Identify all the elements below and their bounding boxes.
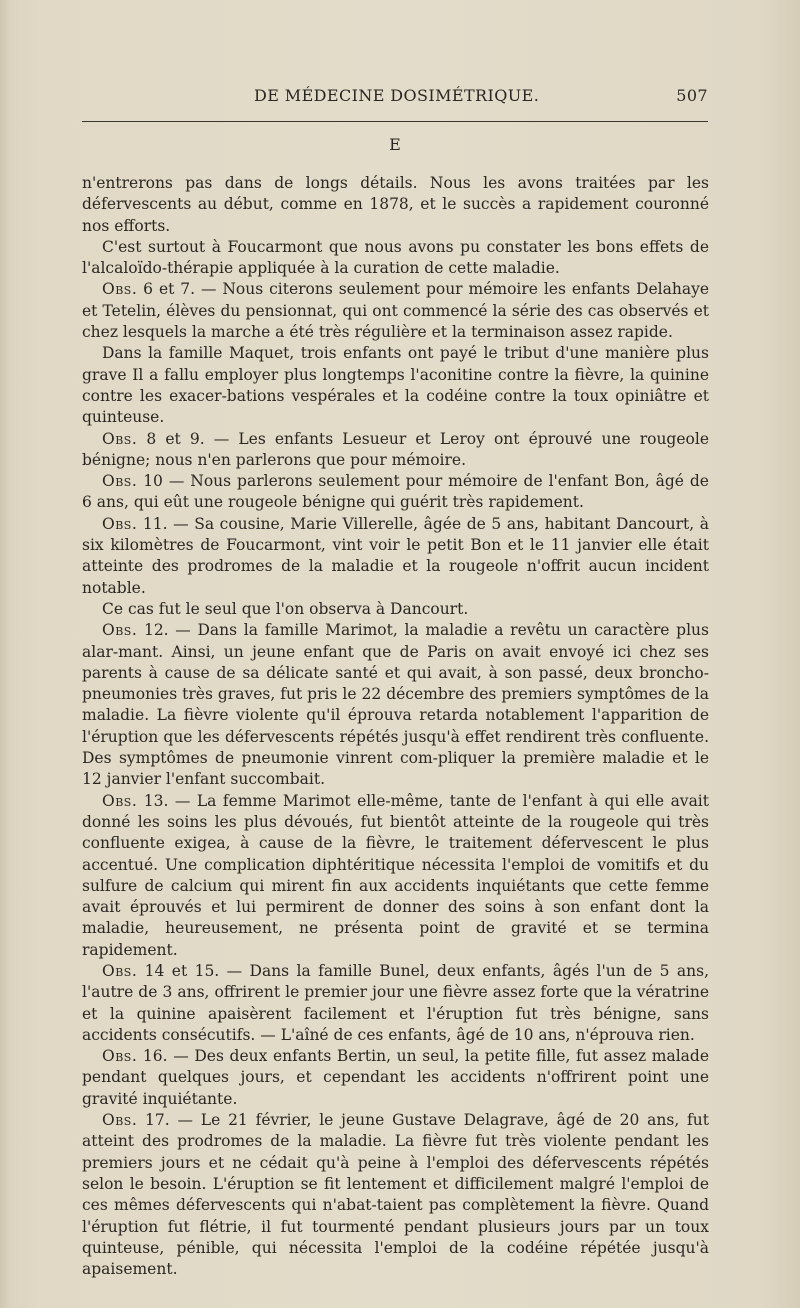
observation-paragraph: Obs. 10 — Nous parlerons seulement pour mémoire de l'enfant Bon, âgé de 6 ans, qui eût une rougeole bénigne qui guérit très rapidement.	[82, 472, 709, 512]
obs-label: Obs.	[102, 280, 138, 299]
observation-paragraph: Obs. 16. — Des deux enfants Bertin, un seul, la petite fille, fut assez malade pendant quelques jours, et cependant les accidents n'offrirent point une gravité inquiétante.	[82, 1047, 709, 1108]
paragraph: n'entrerons pas dans de longs détails. Nous les avons traitées par les défervescents au début, comme en 1878, et le succès a rapidement couronné nos efforts.	[82, 174, 709, 235]
obs-label: Obs.	[102, 621, 138, 640]
observation-paragraph: Obs. 17. — Le 21 février, le jeune Gustave Delagrave, âgé de 20 ans, fut atteint des prodromes de la maladie. La fièvre fut très violente pendant les premiers jours et ne cédait qu'à peine à l'emploi des défervescents répétés selon le besoin. L'éruption se fit lentement et difficilement malgré l'emploi de ces mêmes défervescents qui n'abat-taient pas complètement la fièvre. Quand l'éruption fut flétrie, il fut tourmenté pendant plusieurs jours par un toux quinteuse, pénible, qui nécessita l'emploi de la codéine répétée jusqu'à apaisement.	[82, 1111, 709, 1279]
obs-label: Obs.	[102, 472, 138, 491]
observation-paragraph: Obs. 6 et 7. — Nous citerons seulement pour mémoire les enfants Delahaye et Tetelin, élèves du pensionnat, qui ont commencé la série des cas observés et chez lesquels la marche a été très régulière et la terminaison assez rapide.	[82, 280, 709, 342]
observation-paragraph: Obs. 11. — Sa cousine, Marie Villerelle, âgée de 5 ans, habitant Dancourt, à six kilomètres de Foucarmont, vint voir le petit Bon et le 11 janvier elle était atteinte des prodromes de la maladie et la rougeole n'offrit aucun incident notable.	[82, 514, 709, 597]
running-title: DE MÉDECINE DOSIMÉTRIQUE.	[254, 86, 540, 105]
observation-paragraph: Obs. 12. — Dans la famille Marimot, la maladie a revêtu un caractère plus alar-mant. Ainsi, un jeune enfant que de Paris on avait envoyé ici chez ses parents à cause de sa délicate santé et qui avait, à son passé, deux broncho-pneumonies très graves, fut pris le 22 décembre des premiers symptômes de la maladie. La fièvre violente qu'il éprouva retarda notablement l'apparition de l'éruption que les défervescents répétés jusqu'à effet rendirent très confluente. Des symptômes de pneumonie vinrent com-pliquer la première maladie et le 12 janvier l'enfant succombait.	[82, 621, 709, 789]
obs-label: Obs.	[102, 791, 138, 810]
observation-paragraph: Obs. 8 et 9. — Les enfants Lesueur et Leroy ont éprouvé une rougeole bénigne; nous n'en parlerons que pour mémoire.	[82, 429, 709, 469]
paragraph: Ce cas fut le seul que l'on observa à Dancourt.	[102, 599, 469, 618]
page-number: 507	[676, 86, 708, 105]
observation-paragraph: Obs. 13. — La femme Marimot elle-même, tante de l'enfant à qui elle avait donné les soins les plus dévoués, fut bientôt atteinte de la rougeole qui très confluente exigea, à cause de la fièvre, le traitement défervescent le plus accentué. Une complication diphtéritique nécessita l'emploi de vomitifs et du sulfure de calcium qui mirent fin aux accidents inquiétants que cette femme avait éprouvés et lui permirent de donner des soins à son enfant dont la maladie, heureusement, ne présenta point de gravité et se termina rapidement.	[82, 791, 709, 959]
observation-paragraph: Obs. 14 et 15. — Dans la famille Bunel, deux enfants, âgés l'un de 5 ans, l'autre de 3 ans, offrirent le premier jour une fièvre assez forte que la vératrine et la quinine apaisèrent facilement et l'éruption fut très bénigne, sans accidents consécutifs. — L'aîné de ces enfants, âgé de 10 ans, n'éprouva rien.	[82, 961, 709, 1044]
page-header	[82, 86, 712, 114]
paragraph: Dans la famille Maquet, trois enfants ont payé le tribut d'une manière plus grave Il a fallu employer plus longtemps l'aconitine contre la fièvre, la quinine contre les exacer-bations vespérales et la codéine contre la toux opiniâtre et quinteuse.	[82, 344, 709, 427]
section-letter: E	[389, 135, 401, 154]
obs-label: Obs.	[102, 1047, 138, 1066]
header-rule	[82, 121, 708, 122]
obs-label: Obs.	[102, 1111, 138, 1130]
obs-label: Obs.	[102, 961, 138, 980]
paragraph: C'est surtout à Foucarmont que nous avons pu constater les bons effets de l'alcaloïdo-thérapie appliquée à la curation de cette maladie.	[82, 237, 709, 278]
body-text	[82, 173, 709, 1280]
obs-label: Obs.	[102, 429, 138, 448]
obs-label: Obs.	[102, 514, 138, 533]
